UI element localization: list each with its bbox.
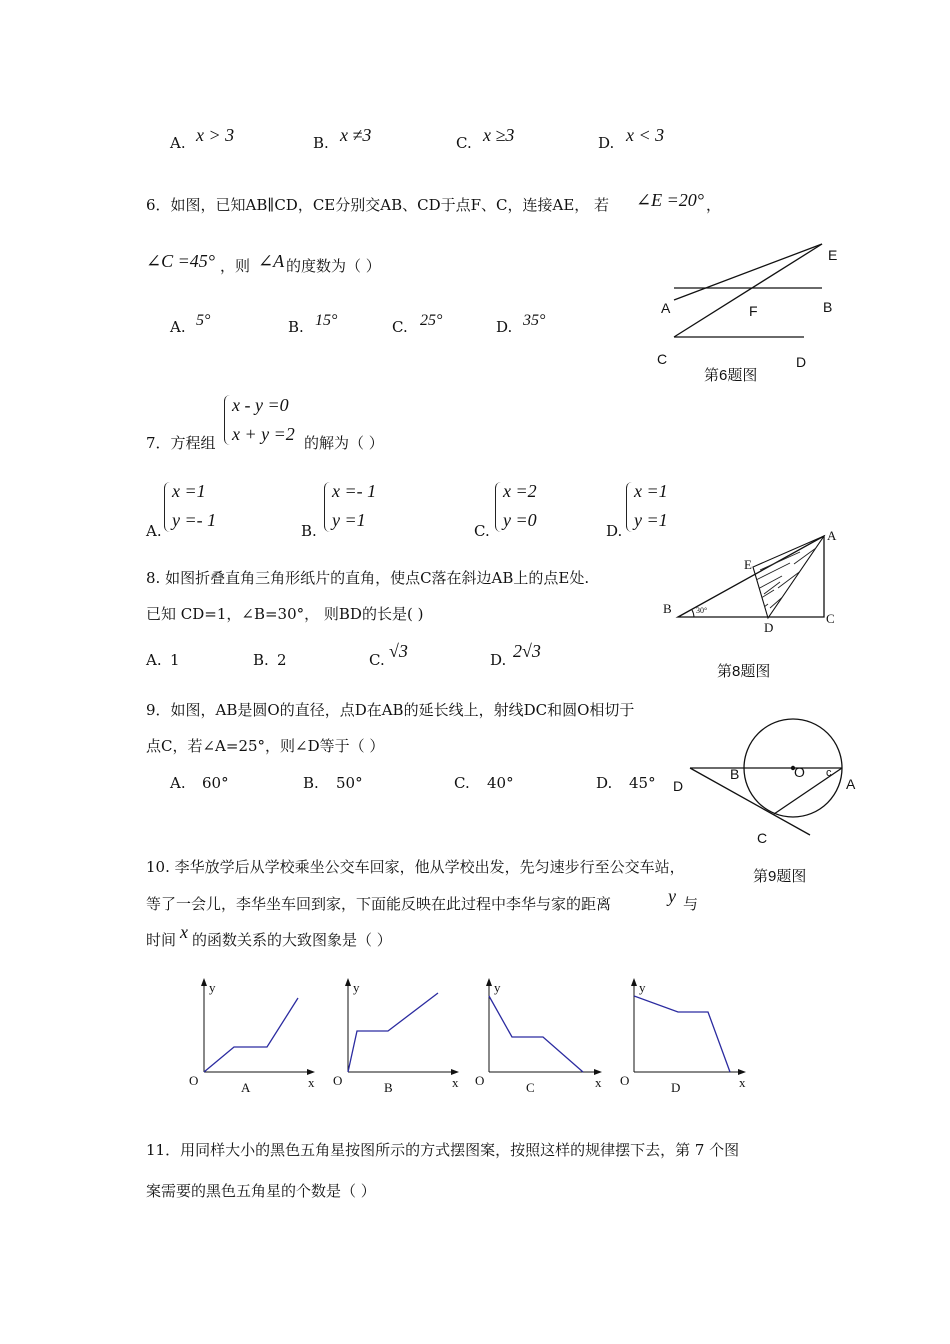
q6-label-b: B (823, 299, 833, 315)
q10-graph-d (616, 975, 756, 1100)
q9-label-o: O (794, 764, 805, 780)
q10-line3-start: 时间 (146, 931, 177, 949)
q10-graph-c-caption: C (526, 1080, 535, 1095)
q7-option-d-letter: D. (606, 522, 623, 540)
q6-option-a-value: 5° (196, 312, 211, 329)
q7-option-a-letter: A. (146, 522, 162, 540)
q10-graph-b-x: x (452, 1075, 459, 1090)
q6-option-a-letter: A. (170, 318, 186, 336)
q10-graph-a-x: x (308, 1075, 315, 1090)
q8-option-b-value: 2 (277, 651, 287, 669)
q10-var-x: x (180, 922, 188, 942)
q10-graph-a-caption: A (241, 1080, 251, 1095)
q5-option-c-value: x ≥3 (483, 125, 515, 145)
q9-option-a-letter: A. (170, 774, 186, 792)
q7-system-eq1: x - y =0 (232, 395, 289, 415)
q10-line3-end: 的函数关系的大致图象是（ ） (192, 931, 392, 949)
q6-label-a: A (661, 300, 671, 316)
q6-caption: 第6题图 (704, 367, 758, 384)
q9-line1: 9．如图，AB是圆O的直径，点D在AB的延长线上，射线DC和圆O相切于 (146, 701, 635, 719)
q7-option-c-letter: C. (474, 522, 490, 540)
q9-label-angle-c: c (826, 767, 832, 779)
q6-option-b-value: 15° (315, 312, 338, 329)
q5-option-a-value: x > 3 (196, 125, 235, 145)
q7-option-d-brace (626, 482, 632, 532)
q6-angle-e: ∠E =20° (636, 190, 704, 210)
q5-option-c-letter: C. (456, 134, 472, 152)
q7-option-a-brace (164, 482, 170, 532)
q10-line2-end: 与 (683, 895, 699, 913)
q10-var-y: y (668, 886, 676, 906)
q9-label-d: D (673, 778, 684, 794)
q9-label-a: A (846, 776, 856, 792)
q10-graph-d-origin: O (620, 1073, 630, 1088)
q6-figure (650, 236, 850, 386)
q7-system-brace (224, 395, 230, 445)
q9-caption: 第9题图 (753, 868, 807, 885)
q5-option-d-value: x < 3 (626, 125, 665, 145)
q10-graph-d-x: x (739, 1075, 746, 1090)
q6-label-f: F (749, 303, 758, 319)
q6-stem-line1: 6．如图，已知AB∥CD，CE分别交AB、CD于点F、C，连接AE， 若 (146, 196, 610, 214)
q8-label-a: A (827, 528, 837, 543)
q10-graph-b-y: y (353, 980, 360, 995)
q7-option-b-line2: y =1 (332, 510, 366, 530)
q10-graph-b-caption: B (384, 1080, 393, 1095)
q7-option-b-letter: B. (301, 522, 317, 540)
q7-option-d-line1: x =1 (634, 481, 668, 501)
q10-graph-a-origin: O (189, 1073, 199, 1088)
q6-angle-c: ∠C =45° (146, 251, 215, 271)
q6-stem-then: ，则 (220, 257, 251, 275)
q8-caption: 第8题图 (717, 663, 771, 680)
q7-option-b-line1: x =- 1 (332, 481, 377, 501)
q5-option-b-letter: B. (313, 134, 329, 152)
q6-option-d-value: 35° (523, 312, 546, 329)
q7-option-d-line2: y =1 (634, 510, 668, 530)
q9-line2: 点C，若∠A=25°，则∠D等于（ ） (146, 737, 385, 755)
q6-option-d-letter: D. (496, 318, 513, 336)
q7-option-a-line1: x =1 (172, 481, 206, 501)
q8-option-b-letter: B. (253, 651, 269, 669)
q8-label-e: E (744, 557, 752, 572)
q10-graph-a (185, 975, 325, 1100)
q8-line2: 已知 CD=1，∠B=30°， 则BD的长是( ) (146, 605, 424, 623)
q9-option-d-value: 45° (629, 774, 656, 792)
q10-graph-d-y: y (639, 980, 646, 995)
q9-option-c-letter: C. (454, 774, 470, 792)
q11-line2: 案需要的黑色五角星的个数是（ ） (146, 1182, 376, 1200)
q8-option-a-value: 1 (170, 651, 180, 669)
q8-option-c-value: √3 (389, 641, 408, 661)
q8-label-d: D (764, 620, 774, 635)
q10-line1: 10. 李华放学后从学校乘坐公交车回家，他从学校出发，先匀速步行至公交车站， (146, 858, 685, 876)
q9-option-b-letter: B. (303, 774, 319, 792)
q8-option-d-letter: D. (490, 651, 507, 669)
q10-graph-c-origin: O (475, 1073, 485, 1088)
q6-stem-line2: 的度数为（ ） (286, 257, 381, 275)
q9-option-a-value: 60° (202, 774, 229, 792)
q8-label-angle: 30° (696, 606, 708, 615)
q7-suffix: 的解为（ ） (304, 434, 384, 452)
q10-graph-b (329, 975, 469, 1100)
q8-option-c-letter: C. (369, 651, 385, 669)
q5-option-b-value: x ≠3 (340, 125, 372, 145)
q10-graph-d-caption: D (671, 1080, 681, 1095)
q6-option-b-letter: B. (288, 318, 304, 336)
q8-figure (660, 528, 850, 648)
q7-prefix: 7．方程组 (146, 434, 216, 452)
q5-option-a-letter: A. (170, 134, 186, 152)
q10-graph-c (472, 975, 612, 1100)
q8-option-d-value: 2√3 (513, 641, 541, 661)
q7-option-c-line1: x =2 (503, 481, 537, 501)
q11-line1: 11．用同样大小的黑色五角星按图所示的方式摆图案，按照这样的规律摆下去，第 7 个图 (146, 1141, 740, 1159)
q6-angle-a: ∠A (258, 251, 285, 271)
q10-graph-b-origin: O (333, 1073, 343, 1088)
q9-option-c-value: 40° (487, 774, 514, 792)
q7-system-eq2: x + y =2 (232, 424, 295, 444)
q7-option-c-brace (495, 482, 501, 532)
q9-label-b: B (730, 766, 740, 782)
q10-graph-c-x: x (595, 1075, 602, 1090)
q9-label-c: C (757, 830, 768, 846)
q10-graph-c-y: y (494, 980, 501, 995)
q8-label-b: B (663, 601, 672, 616)
q7-option-b-brace (324, 482, 330, 532)
q5-option-d-letter: D. (598, 134, 615, 152)
q6-label-d: D (796, 354, 807, 370)
q10-graph-a-y: y (209, 980, 216, 995)
q6-comma: ， (706, 196, 722, 214)
q9-option-d-letter: D. (596, 774, 613, 792)
q6-option-c-letter: C. (392, 318, 408, 336)
q8-line1: 8. 如图折叠直角三角形纸片的直角，使点C落在斜边AB上的点E处. (146, 569, 590, 587)
q8-label-c: C (826, 611, 835, 626)
q7-option-a-line2: y =- 1 (172, 510, 217, 530)
q6-label-c: C (657, 351, 668, 367)
q8-option-a-letter: A. (146, 651, 162, 669)
q7-option-c-line2: y =0 (503, 510, 537, 530)
q9-option-b-value: 50° (336, 774, 363, 792)
q9-figure (660, 700, 870, 850)
q10-line2: 等了一会儿，李华坐车回到家，下面能反映在此过程中李华与家的距离 (146, 895, 612, 913)
q6-option-c-value: 25° (420, 312, 443, 329)
q6-label-e: E (828, 247, 838, 263)
